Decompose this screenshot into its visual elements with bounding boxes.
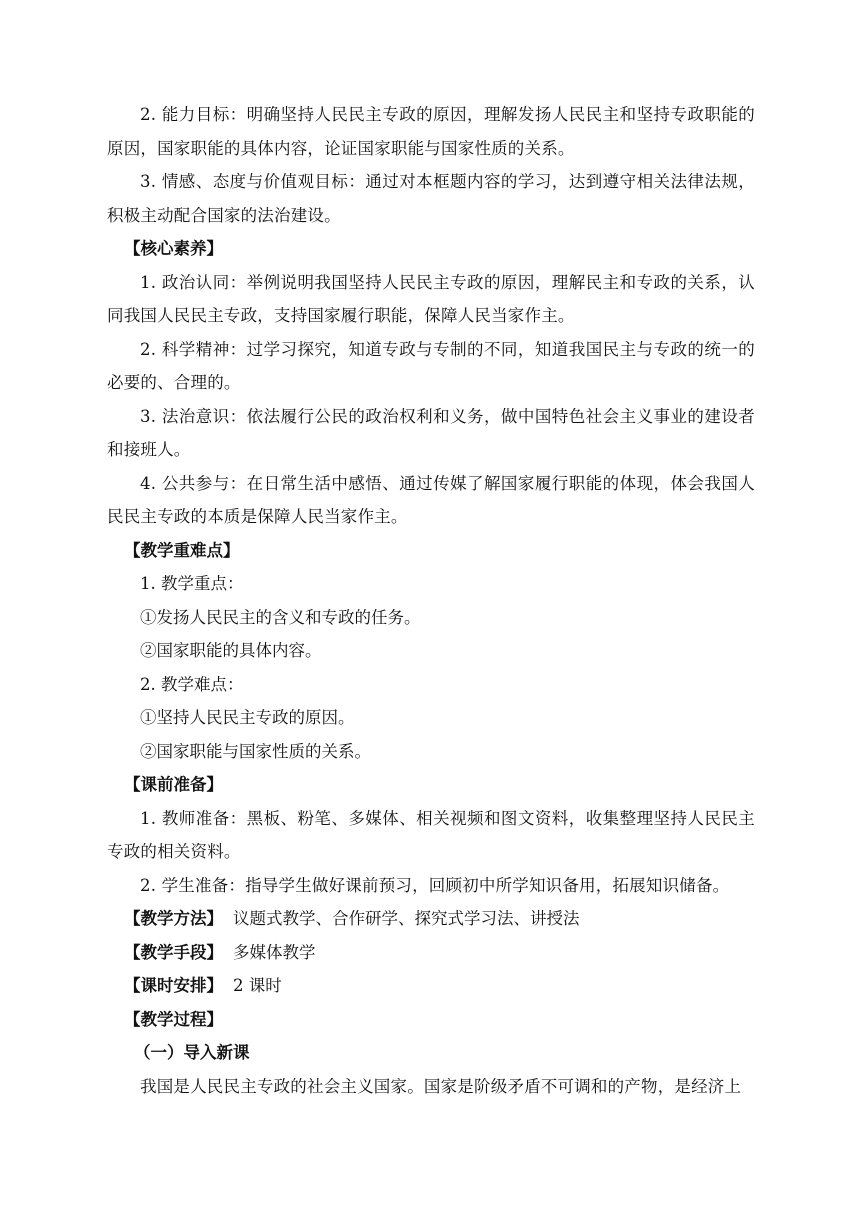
teaching-method-value: 议题式教学、合作研学、探究式学习法、讲授法 bbox=[233, 909, 580, 928]
core-literacy-item: 3. 法治意识：依法履行公民的政治权利和义务，做中国特色社会主义事业的建设者和接班人。 bbox=[107, 406, 755, 459]
intro-paragraph: 我国是人民民主专政的社会主义国家。国家是阶级矛盾不可调和的产物，是经济上 bbox=[140, 1076, 742, 1096]
teaching-means-row bbox=[107, 936, 755, 970]
emotion-goal-paragraph: 3. 情感、态度与价值观目标：通过对本框题内容的学习，达到遵守相关法律法规，积极主动配合国家的法治建设。 bbox=[107, 172, 755, 225]
core-literacy-item: 4. 公共参与：在日常生活中感悟、通过传媒了解国家履行职能的体现，体会我国人民民主专政的本质是保障人民当家作主。 bbox=[107, 473, 755, 526]
teaching-method-heading: 【教学方法】 bbox=[124, 909, 223, 928]
difficulty-item: ②国家职能与国家性质的关系。 bbox=[140, 741, 371, 761]
key-points-heading: 【教学重难点】 bbox=[124, 540, 240, 560]
difficulty-item: ①坚持人民民主专政的原因。 bbox=[140, 708, 355, 727]
schedule-heading: 【课时安排】 bbox=[124, 976, 223, 995]
teaching-means-heading: 【教学手段】 bbox=[124, 942, 223, 962]
preparation-heading: 【课前准备】 bbox=[124, 775, 223, 794]
focus-label: 1. 教学重点： bbox=[140, 574, 244, 593]
intro-section-title: （一）导入新课 bbox=[134, 1043, 250, 1062]
teacher-preparation-paragraph: 1. 教师准备：黑板、粉笔、多媒体、相关视频和图文资料，收集整理坚持人民民主专政的相关资料。 bbox=[107, 808, 755, 861]
schedule-row bbox=[107, 969, 755, 1003]
schedule-value: 2 课时 bbox=[233, 976, 282, 995]
core-literacy-heading: 【核心素养】 bbox=[124, 239, 223, 258]
difficulty-label: 2. 教学难点： bbox=[140, 674, 244, 694]
teaching-means-value: 多媒体教学 bbox=[233, 942, 316, 962]
core-literacy-item: 1. 政治认同：举例说明我国坚持人民民主专政的原因，理解民主和专政的关系，认同我国人民民主专政，支持国家履行职能，保障人民当家作主。 bbox=[107, 272, 755, 325]
document-page bbox=[107, 98, 755, 1103]
ability-goal-paragraph: 2. 能力目标：明确坚持人民民主专政的原因，理解发扬人民民主和坚持专政职能的原因，国家职能的具体内容，论证国家职能与国家性质的关系。 bbox=[107, 105, 755, 158]
teaching-method-row bbox=[107, 902, 755, 936]
core-literacy-item: 2. 科学精神：过学习探究，知道专政与专制的不同，知道我国民主与专政的统一的必要的、合理的。 bbox=[107, 339, 755, 392]
student-preparation-paragraph: 2. 学生准备：指导学生做好课前预习，回顾初中所学知识备用，拓展知识储备。 bbox=[140, 875, 730, 895]
focus-item: ①发扬人民民主的含义和专政的任务。 bbox=[140, 607, 421, 627]
focus-item: ②国家职能的具体内容。 bbox=[140, 641, 322, 660]
teaching-process-heading: 【教学过程】 bbox=[124, 1009, 223, 1029]
